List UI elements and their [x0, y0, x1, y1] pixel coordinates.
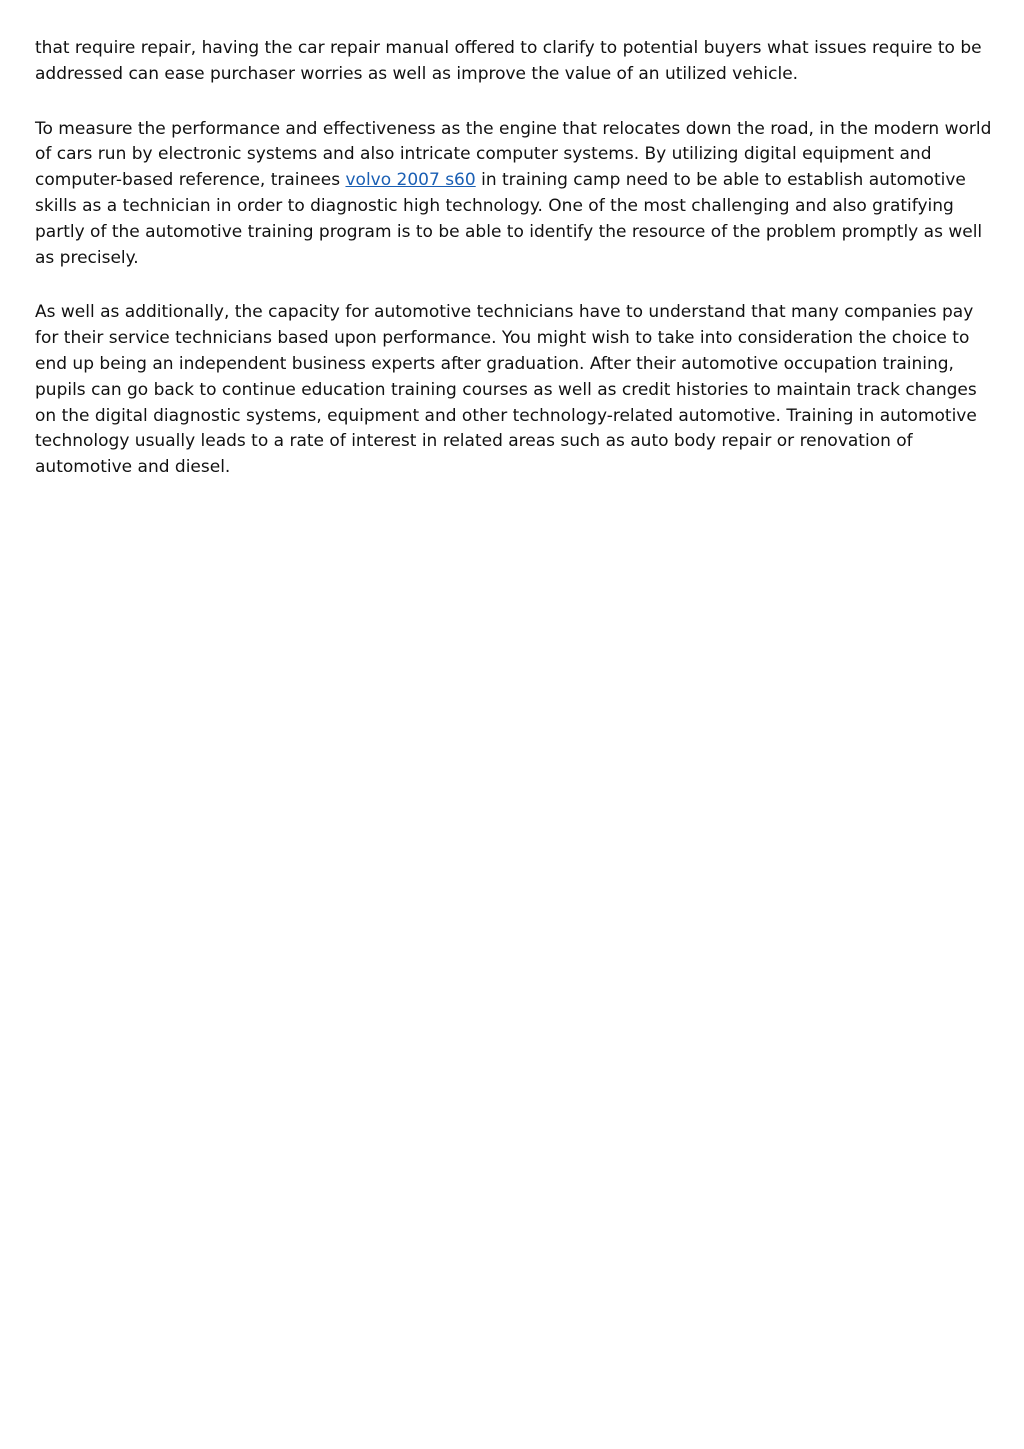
paragraph-engine-performance — [35, 117, 995, 272]
paragraph-text-before-link: To measure the performance and effectiveness as the engine that relocates down the road, in the modern world of cars run by electronic systems and also intricate computer systems. By utilizing digital equipment and computer-based reference, trainees — [35, 118, 992, 191]
document-body — [35, 36, 995, 510]
volvo-s60-link[interactable]: volvo 2007 s60 — [345, 170, 476, 191]
paragraph-repair-manual: that require repair, having the car repair manual offered to clarify to potential buyers what issues require to be addressed can ease purchaser worries as well as improve the value of an utilized vehicle. — [35, 38, 982, 84]
paragraph-text-after-link: in training camp need to be able to establish automotive skills as a technician in order to diagnostic high technology. One of the most challenging and also gratifying partly of the automotive training program is to be able to identify the resource of the problem promptly as well as precisely. — [35, 170, 983, 268]
paragraph-technician-capacity: As well as additionally, the capacity for automotive technicians have to understand that many companies pay for their service technicians based upon performance. You might wish to take into consideration the choice to end up being an independent business experts after graduation. After their automotive occupation training, pupils can go back to continue education training courses as well as credit histories to maintain track changes on the digital diagnostic systems, equipment and other technology-related automotive. Training in automotive technology usually leads to a rate of interest in related areas such as auto body repair or renovation of automotive and diesel. — [35, 302, 977, 478]
